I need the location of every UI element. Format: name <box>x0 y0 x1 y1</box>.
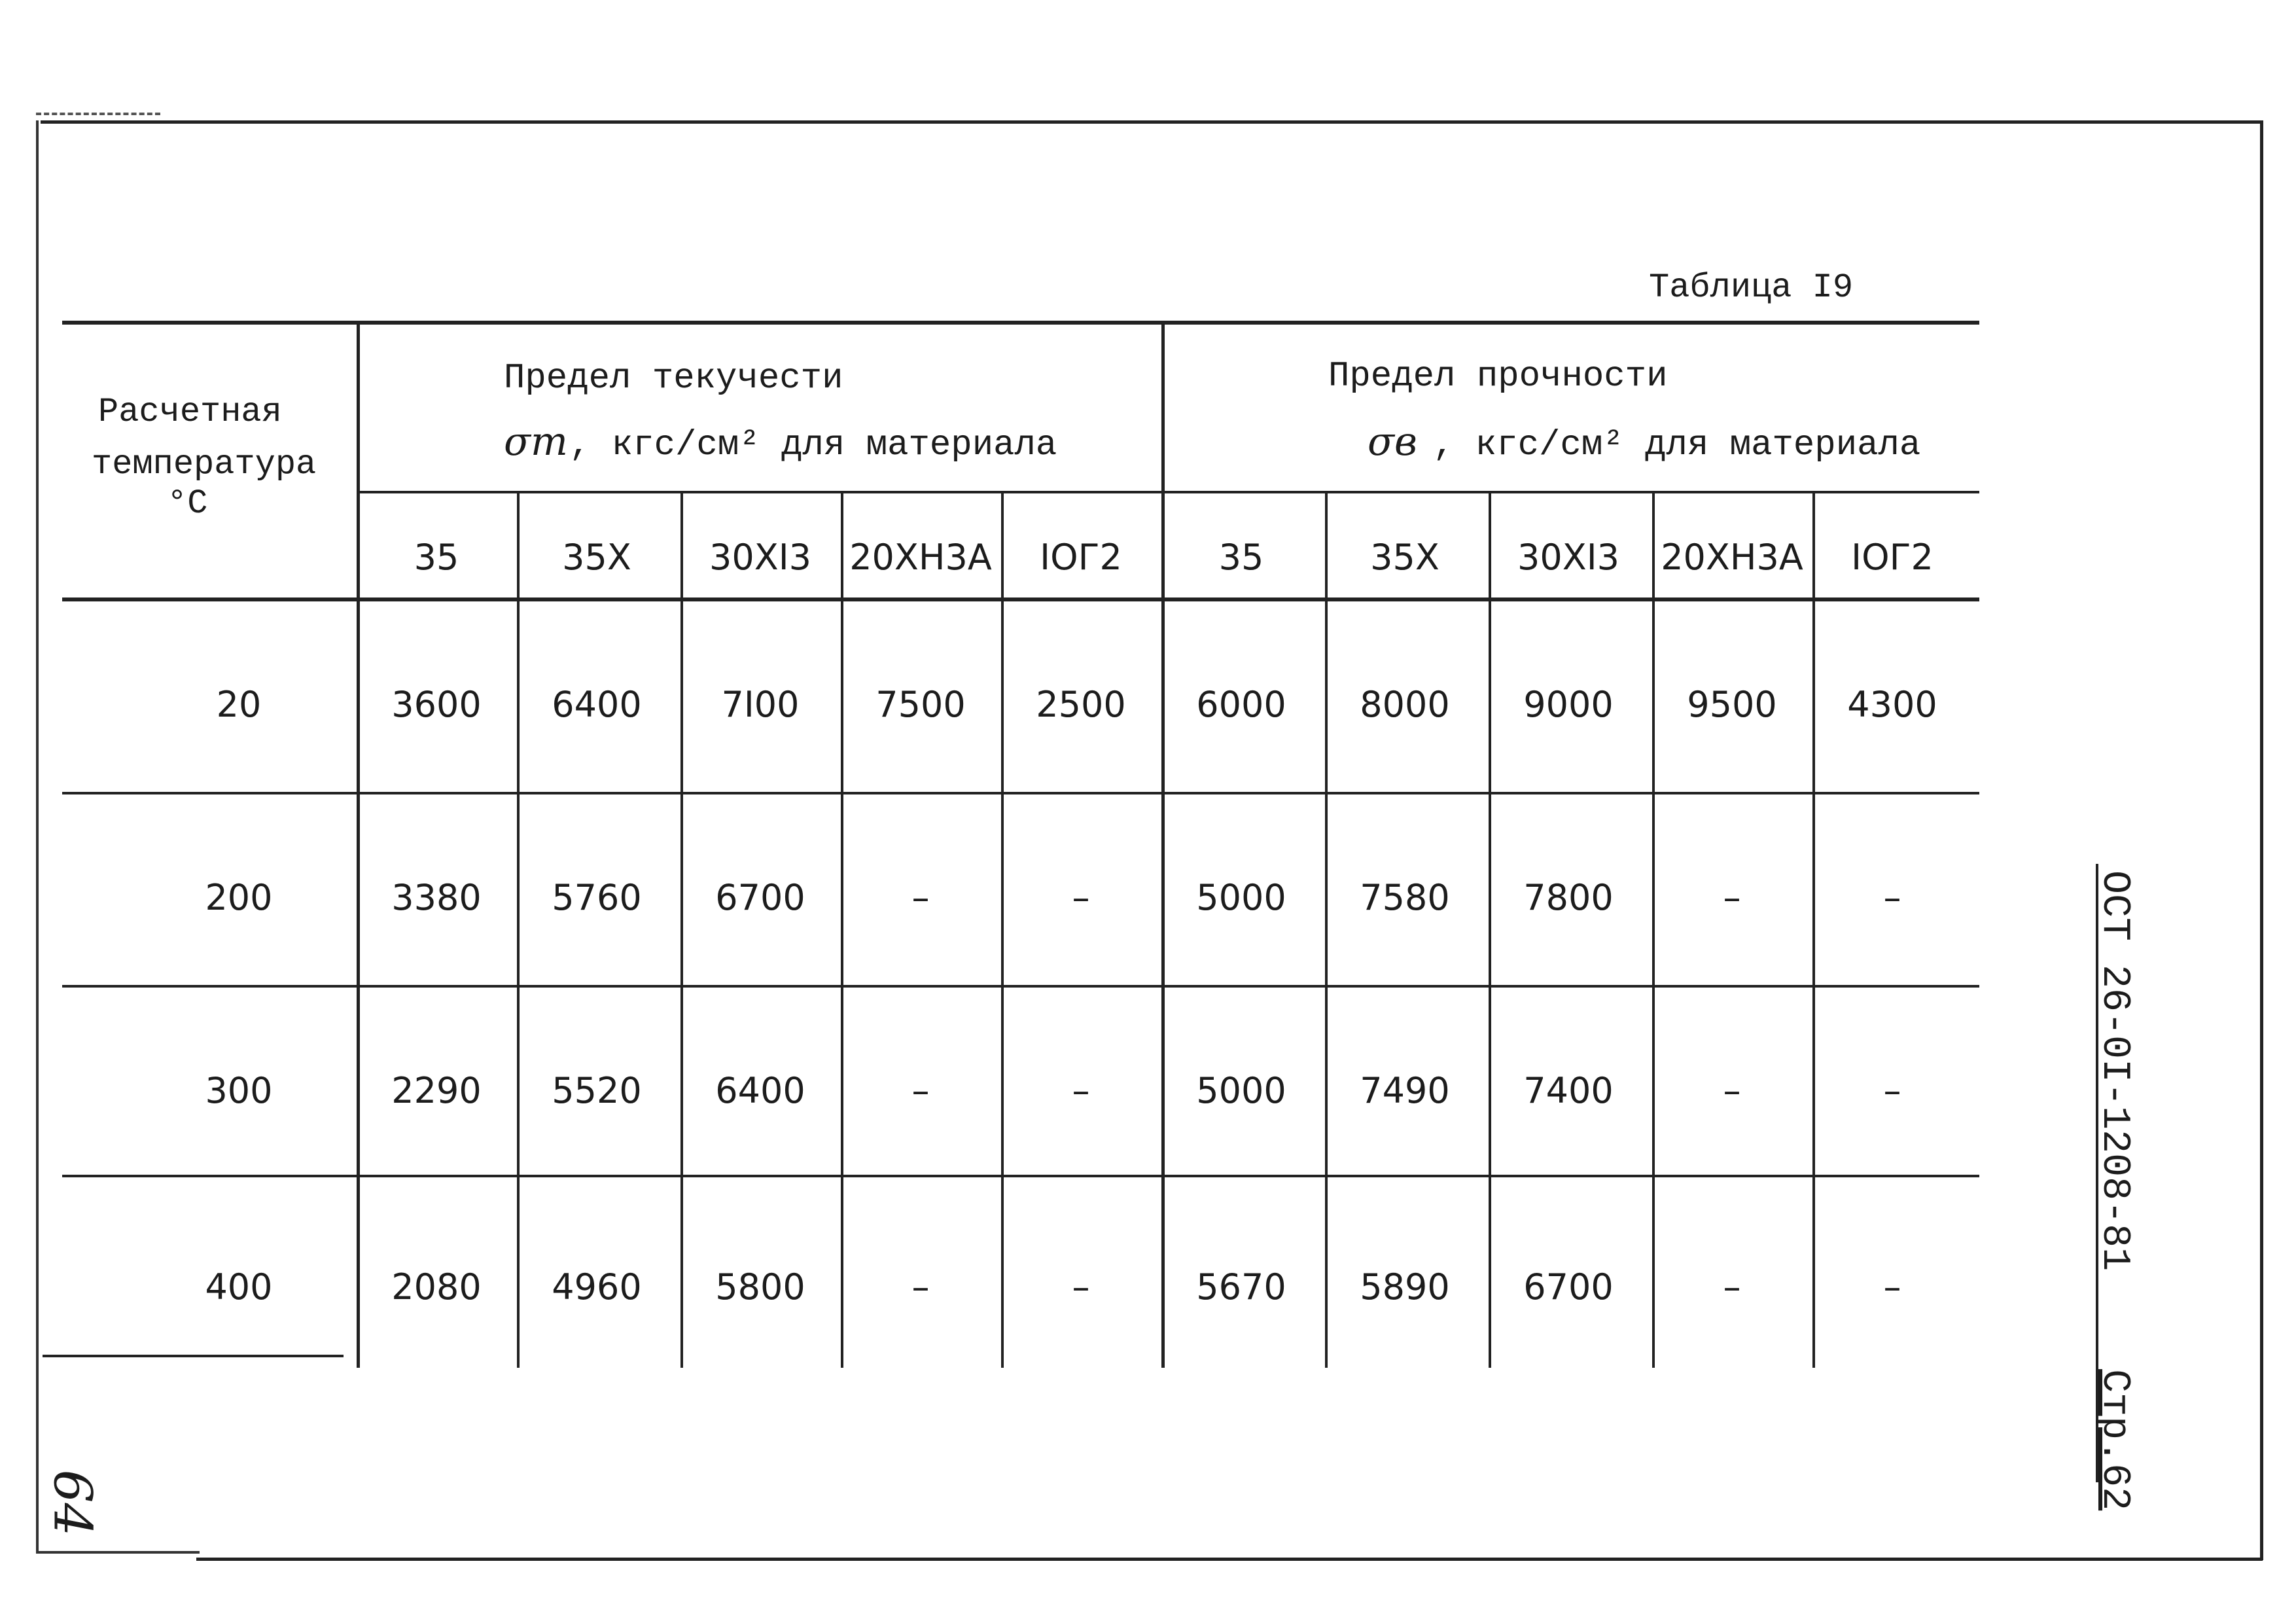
strength-header-title: Предел прочности <box>1328 357 1668 397</box>
temperature-cell: 20 <box>216 684 262 725</box>
page-number: Стр.62 <box>2092 1369 2136 1511</box>
material-header: 20ХН3А <box>849 537 992 578</box>
strength-sigma-symbol: σв <box>1368 419 1417 465</box>
strength-value-cell: 8000 <box>1360 684 1450 725</box>
temperature-cell: 300 <box>205 1070 273 1111</box>
standard-code: ОСТ 26-0I-1208-81 <box>2092 870 2136 1272</box>
column-rule-2 <box>680 491 683 1368</box>
yield-sigma-symbol: σт <box>504 419 568 465</box>
strength-value-cell: – <box>1723 877 1741 918</box>
header-bottom-rule <box>62 597 1979 601</box>
material-header: 35Х <box>562 537 631 578</box>
yield-value-cell: – <box>1072 1266 1090 1308</box>
frame-top <box>41 120 2263 124</box>
row-header-unit: °C <box>167 484 208 523</box>
column-rule-3 <box>841 491 843 1368</box>
material-header: IОГ2 <box>1040 537 1122 578</box>
strength-value-cell: 7580 <box>1360 877 1450 918</box>
yield-value-cell: 2080 <box>391 1266 482 1308</box>
yield-value-cell: – <box>1072 1070 1090 1111</box>
strength-value-cell: – <box>1883 1070 1901 1111</box>
table-top-rule <box>62 321 1979 325</box>
yield-value-cell: 5520 <box>552 1070 642 1111</box>
row-header-line1: Расчетная <box>98 393 282 431</box>
material-header: 20ХН3А <box>1661 537 1803 578</box>
strength-value-cell: 5890 <box>1360 1266 1450 1308</box>
row-rule-1 <box>62 792 1979 794</box>
column-rule-1 <box>517 491 520 1368</box>
temperature-cell: 200 <box>205 877 273 918</box>
yield-header-title: Предел текучести <box>504 359 843 399</box>
strength-value-cell: – <box>1883 1266 1901 1308</box>
column-rule-7 <box>1652 491 1655 1368</box>
material-header: 30ХI3 <box>709 537 811 578</box>
strength-value-cell: 5000 <box>1196 877 1286 918</box>
yield-value-cell: 3600 <box>391 684 482 725</box>
yield-value-cell: 6400 <box>552 684 642 725</box>
strength-value-cell: 4300 <box>1847 684 1937 725</box>
material-header: 35 <box>1218 537 1264 578</box>
strength-value-cell: – <box>1883 877 1901 918</box>
material-header: 35 <box>414 537 459 578</box>
table-number: Таблица I9 <box>1649 268 1854 307</box>
material-header: 35Х <box>1370 537 1439 578</box>
yield-value-cell: 2500 <box>1036 684 1126 725</box>
row-header-line2: температура <box>92 445 317 484</box>
strength-value-cell: 5670 <box>1196 1266 1286 1308</box>
yield-value-cell: 3380 <box>391 877 482 918</box>
frame-top-left <box>36 113 160 115</box>
frame-right <box>2260 120 2263 1560</box>
frame-bottom <box>196 1558 2263 1561</box>
material-header: IОГ2 <box>1851 537 1934 578</box>
yield-value-cell: 4960 <box>552 1266 642 1308</box>
frame-bottom-left <box>36 1551 200 1554</box>
strength-value-cell: 7490 <box>1360 1070 1450 1111</box>
yield-value-cell: – <box>1072 877 1090 918</box>
strength-value-cell: 9500 <box>1687 684 1777 725</box>
group-header-rule <box>357 491 1979 493</box>
handwritten-sheet-number: 64 <box>42 1469 103 1537</box>
strength-value-cell: 7800 <box>1523 877 1614 918</box>
yield-value-cell: 6700 <box>715 877 805 918</box>
strength-value-cell: 6000 <box>1196 684 1286 725</box>
strength-value-cell: 5000 <box>1196 1070 1286 1111</box>
row-rule-3 <box>62 1175 1979 1177</box>
yield-value-cell: 2290 <box>391 1070 482 1111</box>
yield-value-cell: 5800 <box>715 1266 805 1308</box>
strength-value-cell: 6700 <box>1523 1266 1614 1308</box>
group-divider-rule <box>1161 321 1165 1368</box>
frame-left <box>36 120 39 1554</box>
yield-value-cell: 5760 <box>552 877 642 918</box>
strength-value-cell: 7400 <box>1523 1070 1614 1111</box>
table-bottom-rule <box>43 1355 344 1357</box>
yield-value-cell: – <box>911 877 930 918</box>
column-rule-6 <box>1489 491 1491 1368</box>
first-column-rule <box>357 321 360 1368</box>
row-rule-2 <box>62 985 1979 988</box>
temperature-cell: 400 <box>205 1266 273 1308</box>
strength-header-units: , кгс/см² для материала <box>1433 425 1921 465</box>
strength-value-cell: – <box>1723 1266 1741 1308</box>
column-rule-8 <box>1812 491 1815 1368</box>
document-code <box>2084 870 2136 1511</box>
yield-value-cell: 7500 <box>875 684 966 725</box>
strength-value-cell: 9000 <box>1523 684 1614 725</box>
strength-value-cell: – <box>1723 1070 1741 1111</box>
yield-value-cell: 7I00 <box>721 684 800 725</box>
yield-header-units: , кгс/см² для материала <box>569 425 1057 465</box>
yield-value-cell: 6400 <box>715 1070 805 1111</box>
column-rule-5 <box>1325 491 1328 1368</box>
material-header: 30ХI3 <box>1517 537 1619 578</box>
yield-value-cell: – <box>911 1070 930 1111</box>
column-rule-4 <box>1001 491 1004 1368</box>
yield-value-cell: – <box>911 1266 930 1308</box>
